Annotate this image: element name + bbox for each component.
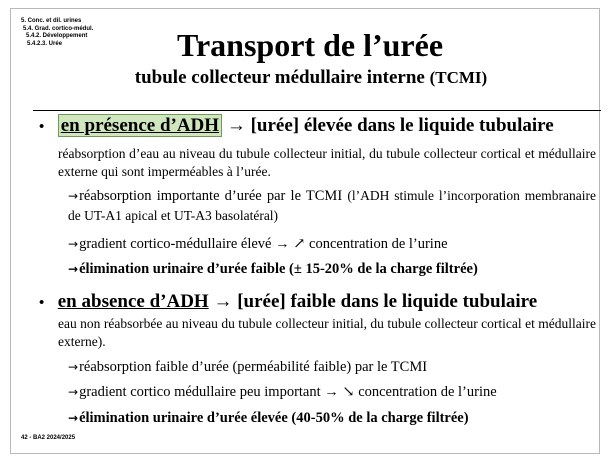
section2-item-2-after: concentration de l’urine [358, 384, 497, 400]
section2-heading-text: [urée] faible dans le liquide tubulaire [237, 291, 538, 312]
arrow-right-icon: → [213, 291, 233, 312]
section2-paragraph: eau non réabsorbée au niveau du tubule collecteur initial, du tubule collecteur cortical et médullaire externe). [58, 316, 596, 349]
slide-footer: 42 - BA2 2024/2025 [21, 435, 76, 441]
section1-item-1 [68, 186, 596, 226]
section1-item-1-main: réabsorption importante d’urée par le TCMI [79, 188, 343, 204]
breadcrumb-level-4: 5.4.2.3. Urée [27, 40, 63, 47]
subtitle-main: tubule collecteur médullaire interne [134, 67, 425, 88]
section1-paragraph: réabsorption d’eau au niveau du tubule collecteur initial, du tubule collecteur cortical et médullaire externe qui sont imperméables à l’urée. [58, 146, 596, 179]
section2-item-3-text: élimination urinaire d’urée élevée (40-50% de la charge filtrée) [79, 410, 469, 426]
arrow-right-icon: → [226, 115, 246, 136]
arrow-right-icon: → [68, 360, 79, 374]
section1-item-2-after: concentration de l’urine [309, 236, 448, 252]
section2-heading [39, 291, 537, 314]
bullet-icon: • [39, 119, 45, 135]
slide [10, 8, 600, 454]
section1-item-2-before: gradient cortico-médullaire élevé [79, 236, 272, 252]
page-title: Transport de l’urée [176, 27, 444, 63]
arrow-right-icon: → [68, 411, 79, 425]
breadcrumb-level-3: 5.4.2. Développement [26, 33, 88, 39]
arrow-right-icon: → [68, 262, 79, 276]
section2-keyword: en absence d’ADH [57, 291, 209, 312]
page-subtitle [11, 67, 599, 89]
section1-heading [39, 115, 554, 138]
section2-item-2-before: gradient cortico médullaire peu important [79, 384, 321, 400]
arrow-right-icon: → [275, 236, 290, 252]
section2-item-1 [68, 358, 427, 377]
section2-item-2 [68, 383, 497, 402]
section2-item-3 [68, 409, 469, 428]
bullet-icon: • [39, 295, 45, 311]
trend-up-icon: ↗ [293, 236, 306, 252]
section1-item-3 [68, 260, 478, 279]
arrow-right-icon: → [68, 189, 79, 203]
breadcrumb-level-1: 5. Conc. et dil. urines [21, 18, 82, 24]
section1-item-2 [68, 235, 448, 254]
section1-keyword: en présence d’ADH [58, 114, 222, 137]
breadcrumb-level-2: 5.4. Grad. cortico-médul. [23, 25, 94, 32]
section2-item-1-text: réabsorption faible d’urée (perméabilité faible) par le TCMI [79, 359, 428, 375]
trend-down-icon: ↘ [342, 384, 355, 400]
arrow-right-icon: → [68, 237, 79, 251]
title-divider [33, 110, 601, 111]
subtitle-abbr: (TCMI) [429, 68, 488, 87]
section1-item-3-text: élimination urinaire d’urée faible (± 15-20% de la charge filtrée) [79, 261, 478, 277]
section1-item-1-paren: (l’ADH stimule l’incorporation membranaire de UT-A1 apical et UT-A3 basolatéral) [68, 188, 597, 223]
section1-heading-text: [urée] élevée dans le liquide tubulaire [250, 115, 554, 136]
arrow-right-icon: → [324, 384, 339, 400]
arrow-right-icon: → [68, 385, 79, 399]
